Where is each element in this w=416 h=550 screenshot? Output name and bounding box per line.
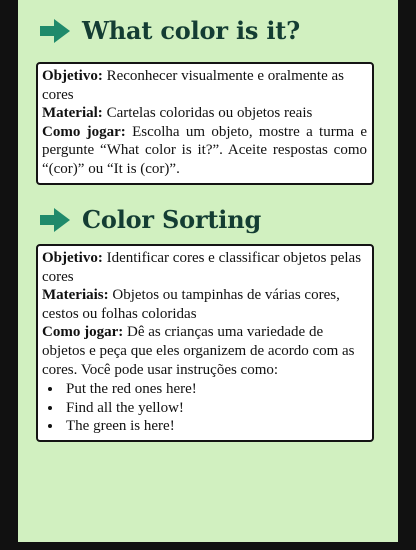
como-jogar-row [42, 123, 367, 179]
list-item: • Find all the yellow! [63, 399, 367, 418]
materiais-text: Objetos ou tampinhas de várias cores, cestos ou folhas coloridas [42, 287, 340, 322]
objetivo-row [42, 249, 367, 286]
example-instructions-list [42, 380, 367, 436]
como-jogar-row [42, 323, 367, 379]
material-row [42, 104, 367, 123]
como-jogar-label: Como jogar: [42, 324, 124, 341]
right-arrow-icon [40, 208, 70, 232]
objetivo-text: Reconhecer visualmente e oralmente as cores [42, 68, 344, 103]
section-heading-color-sorting [40, 205, 261, 234]
materiais-row [42, 286, 367, 323]
objetivo-label: Objetivo: [42, 250, 103, 266]
material-text: Cartelas coloridas ou objetos reais [102, 105, 313, 122]
section-title: Color Sorting [82, 205, 262, 234]
como-jogar-label: Como jogar: [42, 123, 126, 140]
materiais-label: Materiais: [42, 287, 109, 304]
activity-card-what-color [36, 62, 374, 185]
right-arrow-icon [40, 19, 70, 43]
como-jogar-text: Escolha um objeto, mostre a turma e pergunte “What color is it?”. Aceite respostas como “(cor)” ou “It is (cor)”. [42, 123, 367, 177]
objetivo-row [42, 67, 367, 104]
activity-card-color-sorting [36, 244, 374, 442]
objetivo-text: Identificar cores e classificar objetos pelas cores [42, 250, 362, 285]
section-title: What color is it? [82, 16, 300, 45]
list-item: • Put the red ones here! [63, 380, 367, 399]
activity-sheet [18, 0, 398, 542]
como-jogar-text: Dê as crianças uma variedade de objetos e peça que eles organizem de acordo com as cores. Você pode usar instruções como: [42, 324, 355, 378]
list-item: • The green is here! [63, 417, 367, 436]
section-heading-what-color [40, 16, 300, 45]
material-label: Material: [42, 105, 103, 122]
objetivo-label: Objetivo: [42, 68, 103, 84]
